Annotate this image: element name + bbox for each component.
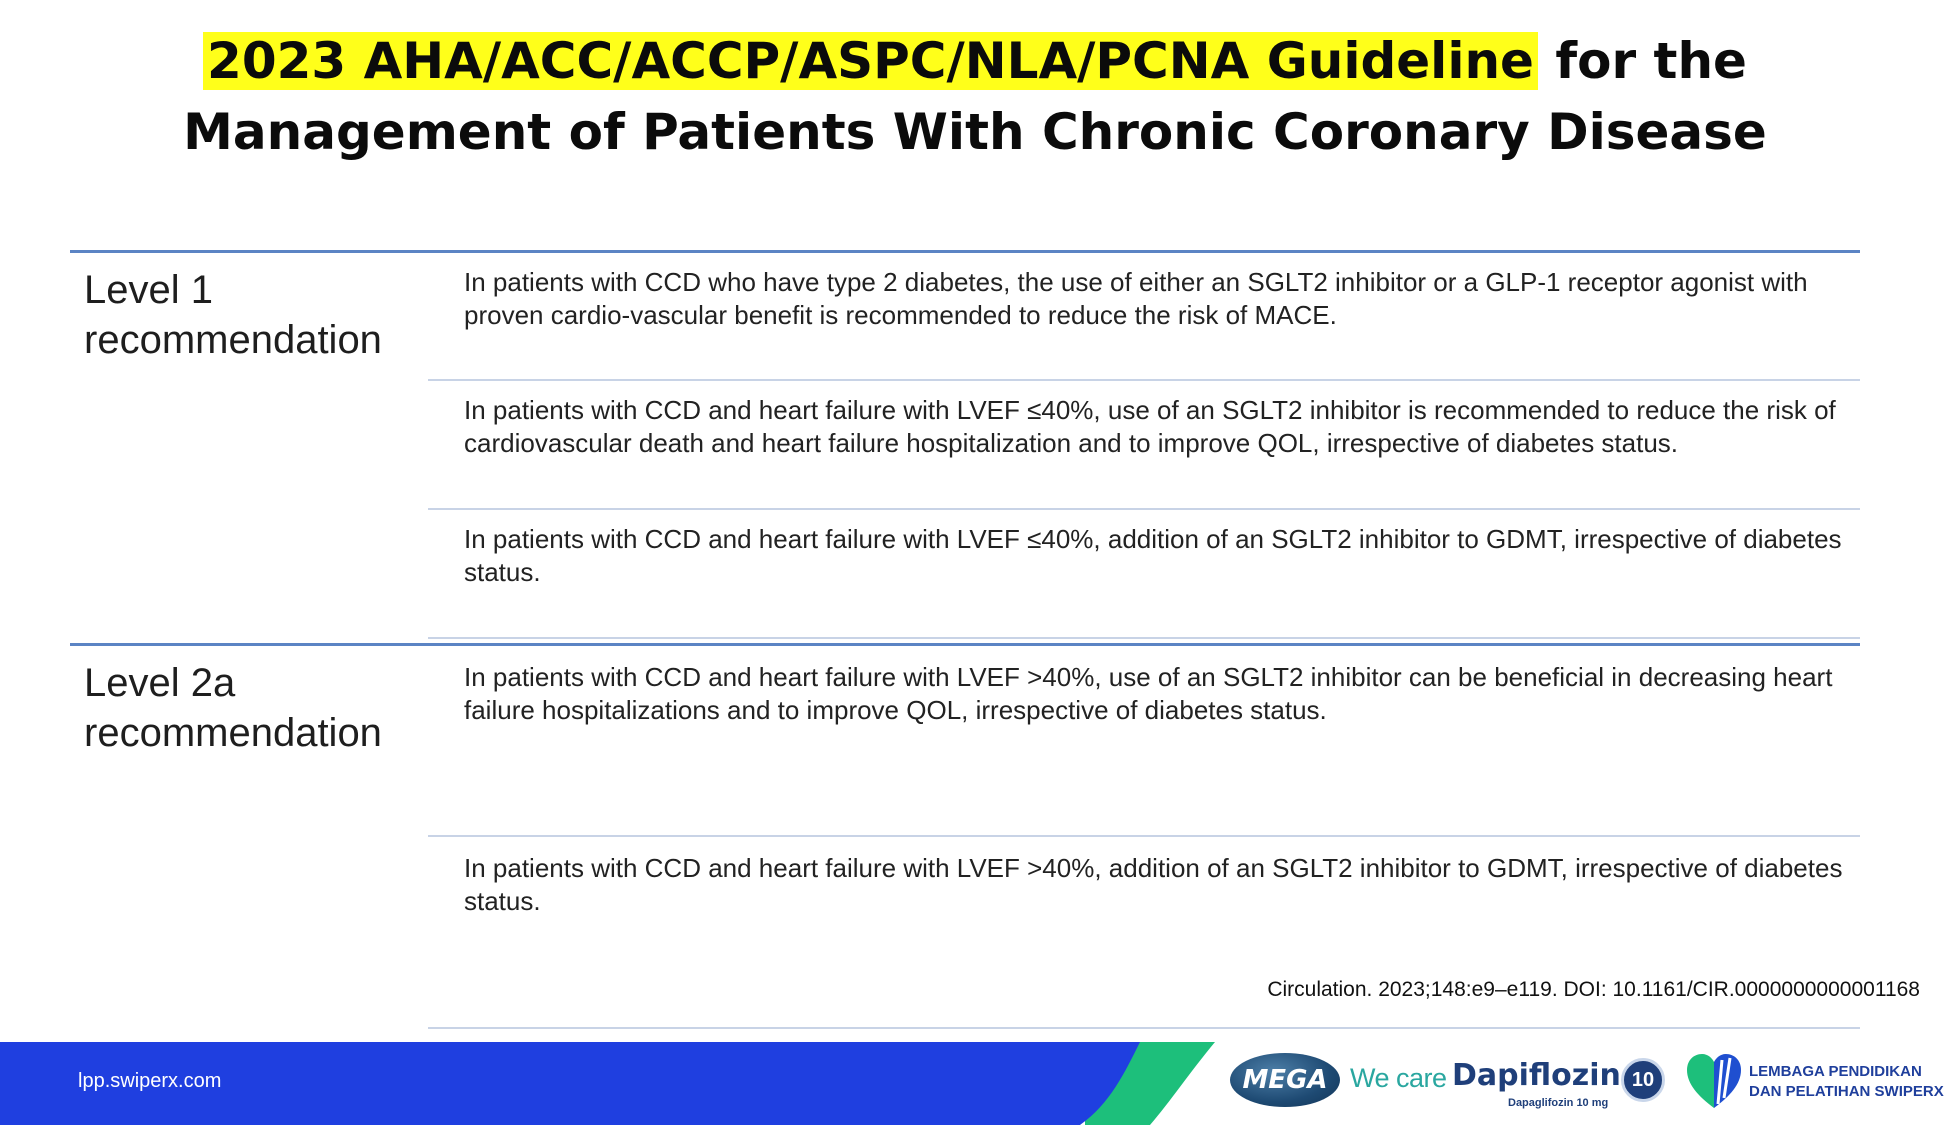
recommendation-item: In patients with CCD and heart failure with LVEF ≤40%, addition of an SGLT2 inhibitor to GDMT, irrespective of diabetes status. — [464, 524, 1842, 587]
footer-bar — [0, 1042, 1950, 1125]
recommendation-item: In patients with CCD and heart failure with LVEF ≤40%, use of an SGLT2 inhibitor is recommended to reduce the risk of cardiovascular death and heart failure hospitalization and to improve QOL, irrespective of diabetes status. — [464, 395, 1836, 458]
dose-badge: 10 — [1621, 1058, 1665, 1102]
brand-subtitle: Dapaglifozin 10 mg — [1508, 1097, 1609, 1109]
mega-logo: MEGA — [1230, 1053, 1340, 1107]
heart-logo-icon — [1684, 1050, 1744, 1112]
level-1-label — [84, 265, 424, 365]
recommendation-item: In patients with CCD and heart failure with LVEF >40%, use of an SGLT2 inhibitor can be beneficial in decreasing heart failure hospitalizations and to improve QOL, irrespective of diabetes status. — [464, 662, 1833, 725]
row-divider — [428, 379, 1860, 381]
title-line-2: Management of Patients With Chronic Coronary Disease — [183, 103, 1767, 161]
section-divider-top — [70, 250, 1860, 253]
row-divider — [428, 508, 1860, 510]
citation: Circulation. 2023;148:e9–e119. DOI: 10.1161/CIR.0000000000001168 — [1267, 978, 1920, 1001]
level-label-line: recommendation — [84, 318, 382, 362]
org-name — [1749, 1062, 1949, 1102]
row-divider — [428, 637, 1860, 639]
level-2a-label — [84, 658, 424, 758]
title-line-1 — [0, 26, 1950, 97]
site-link[interactable]: lpp.swiperx.com — [78, 1070, 222, 1092]
recommendation-item: In patients with CCD and heart failure with LVEF >40%, addition of an SGLT2 inhibitor to GDMT, irrespective of diabetes status. — [464, 853, 1843, 916]
title-rest: for the — [1537, 32, 1747, 90]
recommendation-item: In patients with CCD who have type 2 diabetes, the use of either an SGLT2 inhibitor or a GLP-1 receptor agonist with proven cardio-vascular benefit is recommended to reduce the risk of MACE. — [464, 267, 1808, 330]
tagline: We care — [1350, 1063, 1447, 1093]
level-label-line: recommendation — [84, 711, 382, 755]
title-highlight: 2023 AHA/ACC/ACCP/ASPC/NLA/PCNA Guideline — [203, 32, 1538, 90]
brand-logo: Dapiflozin — [1452, 1058, 1621, 1093]
org-name-line: LEMBAGA PENDIDIKAN — [1749, 1063, 1922, 1080]
page-title — [0, 26, 1950, 168]
level-label-line: Level 2a — [84, 661, 236, 705]
section-divider-middle — [70, 643, 1860, 646]
level-label-line: Level 1 — [84, 268, 213, 312]
row-divider — [428, 835, 1860, 837]
org-name-line: DAN PELATIHAN SWIPERX — [1749, 1083, 1944, 1100]
row-divider — [428, 1027, 1860, 1029]
